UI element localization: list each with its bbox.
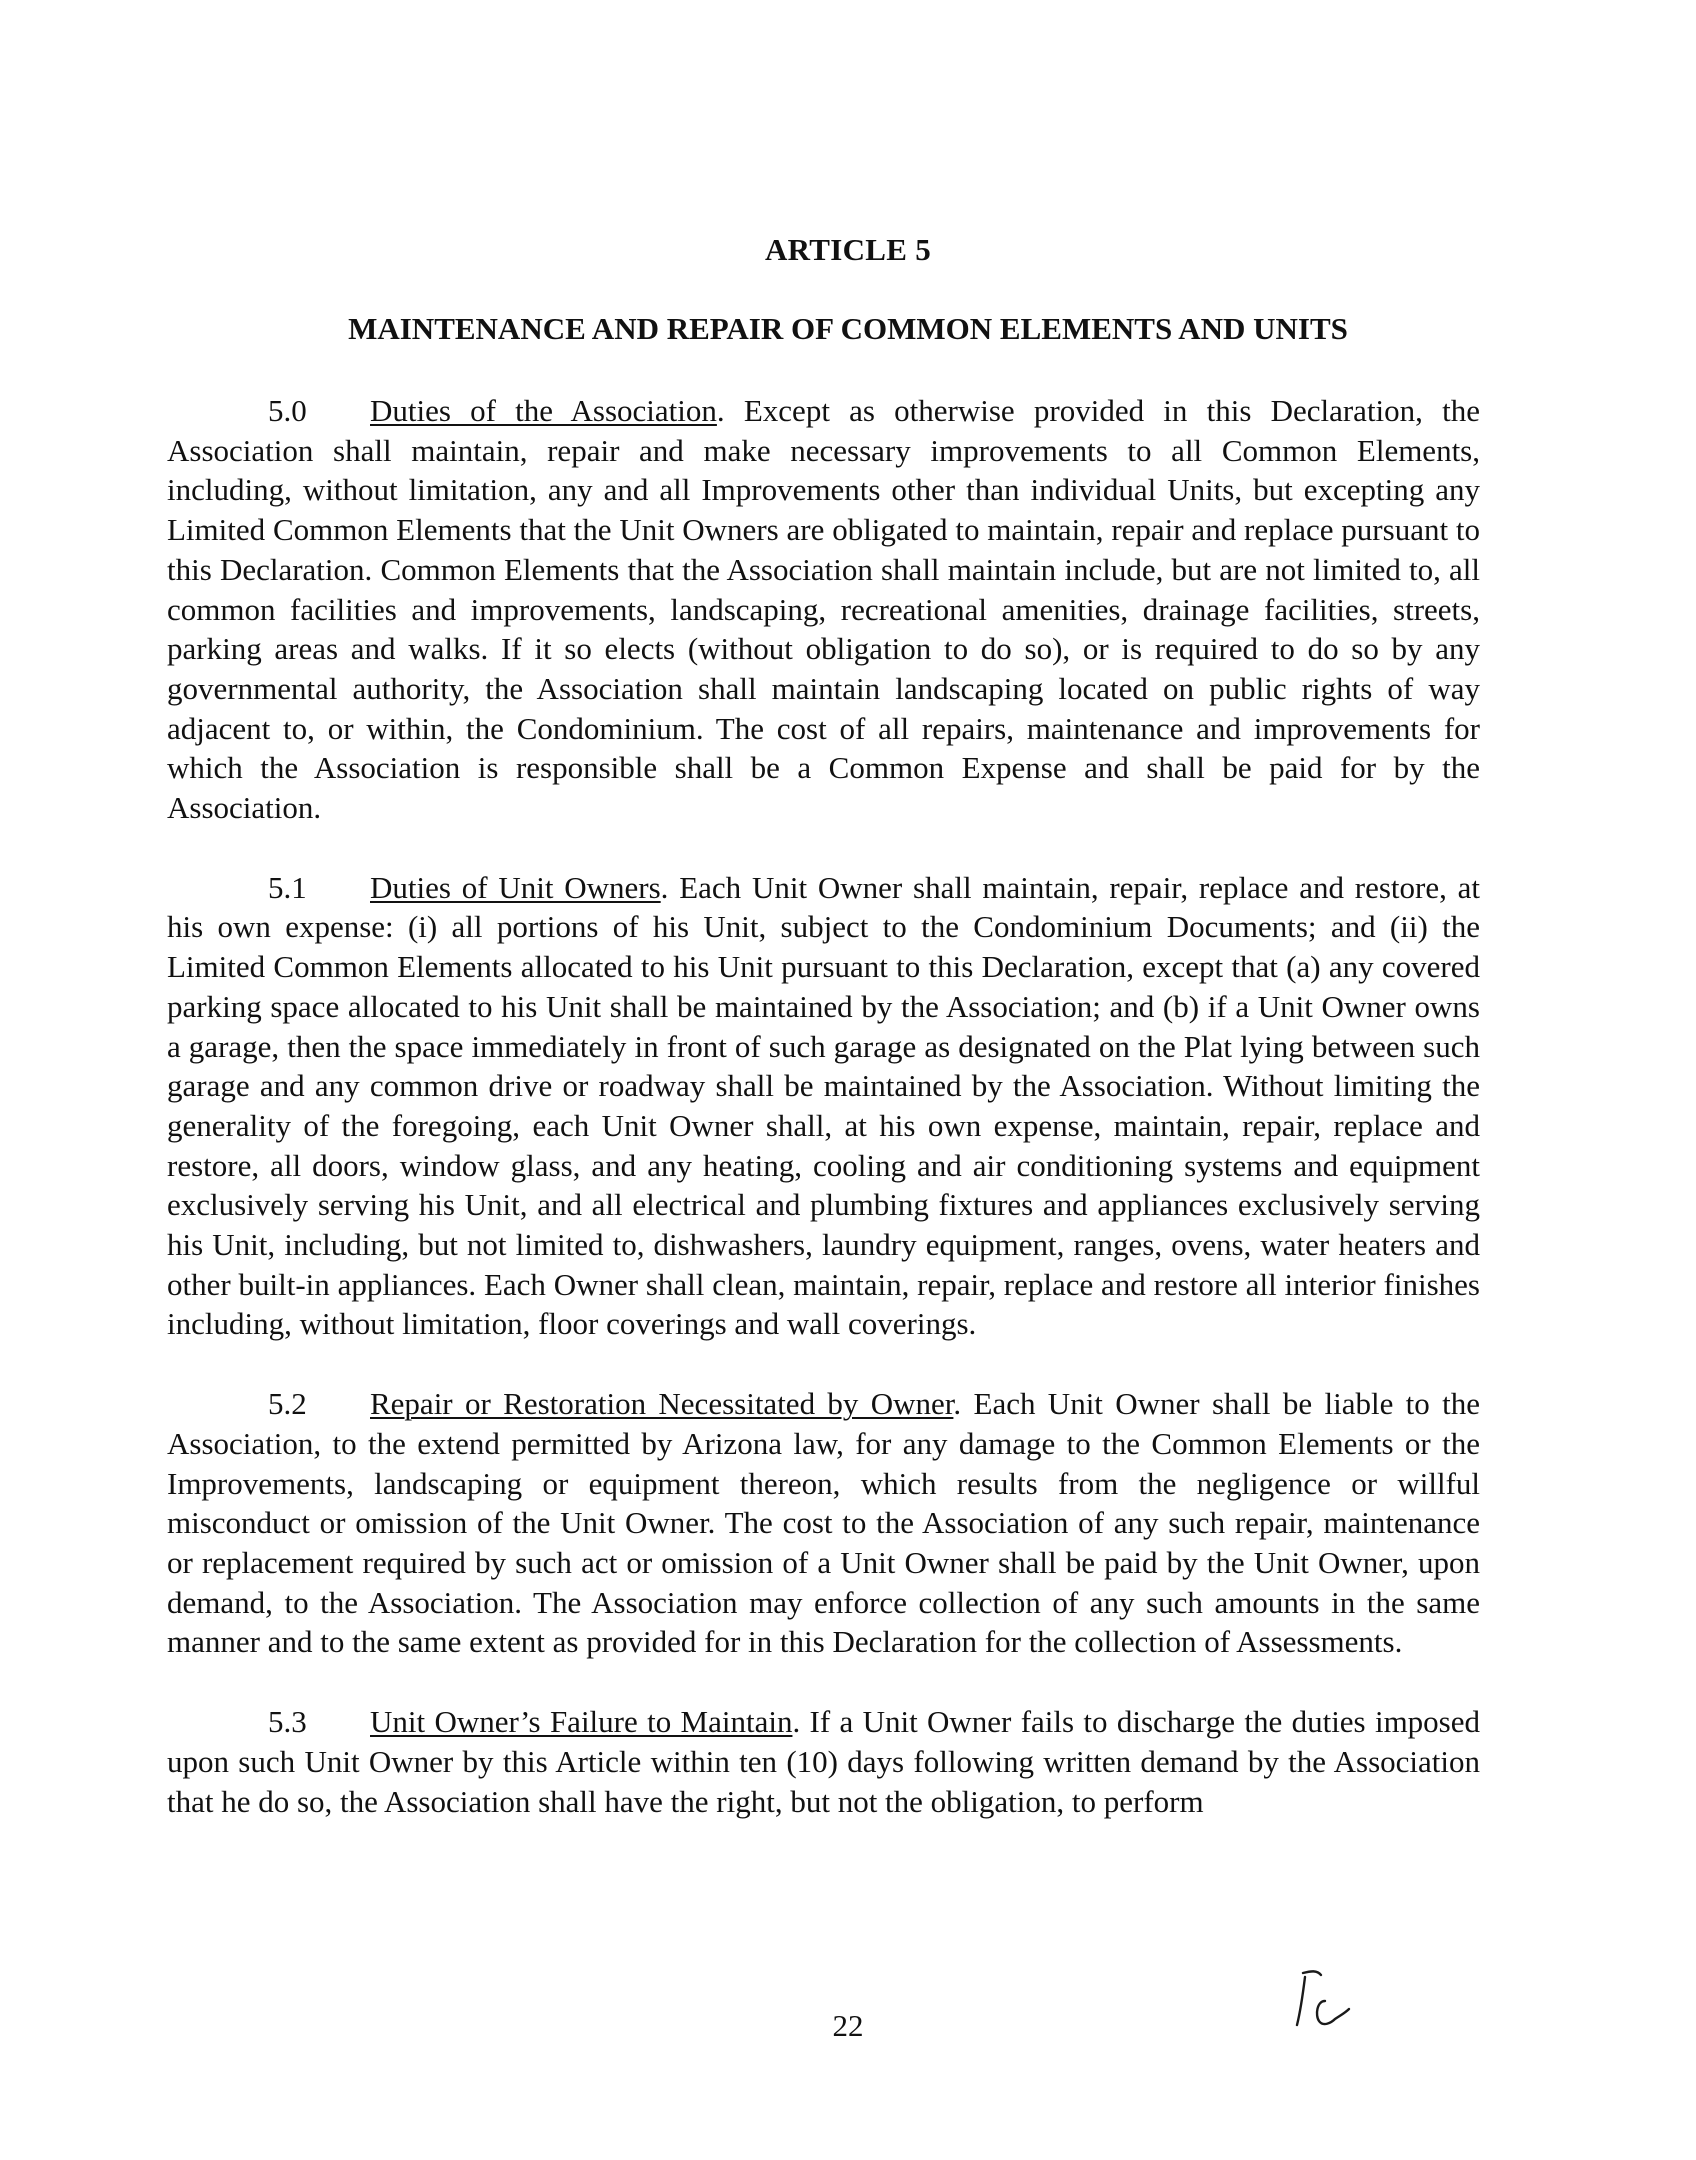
section-heading: Duties of the Association	[370, 393, 717, 428]
section-number: 5.0	[268, 393, 307, 428]
section-number: 5.1	[268, 869, 307, 905]
section-heading: Unit Owner’s Failure to Maintain	[370, 1704, 793, 1740]
section-number: 5.3	[268, 1704, 307, 1740]
section-5-0	[167, 391, 1480, 828]
section-number: 5.2	[268, 1386, 307, 1422]
article-body	[167, 391, 1480, 1861]
section-5-1	[167, 868, 1480, 1344]
page-number: 22	[832, 2008, 864, 2043]
section-heading: Duties of Unit Owners	[370, 869, 661, 905]
section-text: . Each Unit Owner shall be liable to the Association, to the extend permitted by Arizona law, for any damage to the Common Elements or the Improvements, landscaping or equipment thereon, which results from the negligence or willful misconduct or omission of the Unit Owner. The cost to the Association of any such repair, maintenance or replacement required by such act or omission of a Unit Owner shall be paid by the Unit Owner, upon demand, to the Association. The Association may enforce collection of any such amounts in the same manner and to the same extent as provided for in this Declaration for the collection of Assessments.	[167, 1386, 1480, 1660]
section-text: . Except as otherwise provided in this Declaration, the Association shall maintain, repair and make necessary improvements to all Common Elements, including, without limitation, any and all Improvements other than individual Units, but excepting any Limited Common Elements that the Unit Owners are obligated to maintain, repair and replace pursuant to this Declaration. Common Elements that the Association shall maintain include, but are not limited to, all common facilities and improvements, landscaping, recreational amenities, drainage facilities, streets, parking areas and walks. If it so elects (without obligation to do so), or is required to do so by any governmental authority, the Association shall maintain landscaping located on public rights of way adjacent to, or within, the Condominium. The cost of all repairs, maintenance and improvements for which the Association is responsible shall be a Common Expense and shall be paid for by the Association.	[167, 393, 1480, 826]
section-text: . If a Unit Owner fails to discharge the duties imposed upon such Unit Owner by this Article within ten (10) days following written demand by the Association that he do so, the Association shall have the right, but not the obligation, to perform	[167, 1704, 1480, 1819]
section-5-2	[167, 1384, 1480, 1662]
article-title: MAINTENANCE AND REPAIR OF COMMON ELEMENTS AND UNITS	[348, 311, 1348, 346]
section-heading: Repair or Restoration Necessitated by Owner	[370, 1386, 954, 1422]
article-number: ARTICLE 5	[764, 232, 932, 267]
section-text: . Each Unit Owner shall maintain, repair, replace and restore, at his own expense: (i) all portions of his Unit, subject to the Condominium Documents; and (ii) the Limited Common Elements allocated to his Unit pursuant to this Declaration, except that (a) any covered parking space allocated to his Unit shall be maintained by the Association; and (b) if a Unit Owner owns a garage, then the space immediately in front of such garage as designated on the Plat lying between such garage and any common drive or roadway shall be maintained by the Association. Without limiting the generality of the foregoing, each Unit Owner shall, at his own expense, maintain, repair, replace and restore, all doors, window glass, and any heating, cooling and air conditioning systems and equipment exclusively serving his Unit, and all electrical and plumbing fixtures and appliances exclusively serving his Unit, including, but not limited to, dishwashers, laundry equipment, ranges, ovens, water heaters and other built-in appliances. Each Owner shall clean, maintain, repair, replace and restore all interior finishes including, without limitation, floor coverings and wall coverings.	[167, 869, 1480, 1342]
handwritten-initials	[1285, 1965, 1385, 2045]
section-5-3	[167, 1702, 1480, 1821]
